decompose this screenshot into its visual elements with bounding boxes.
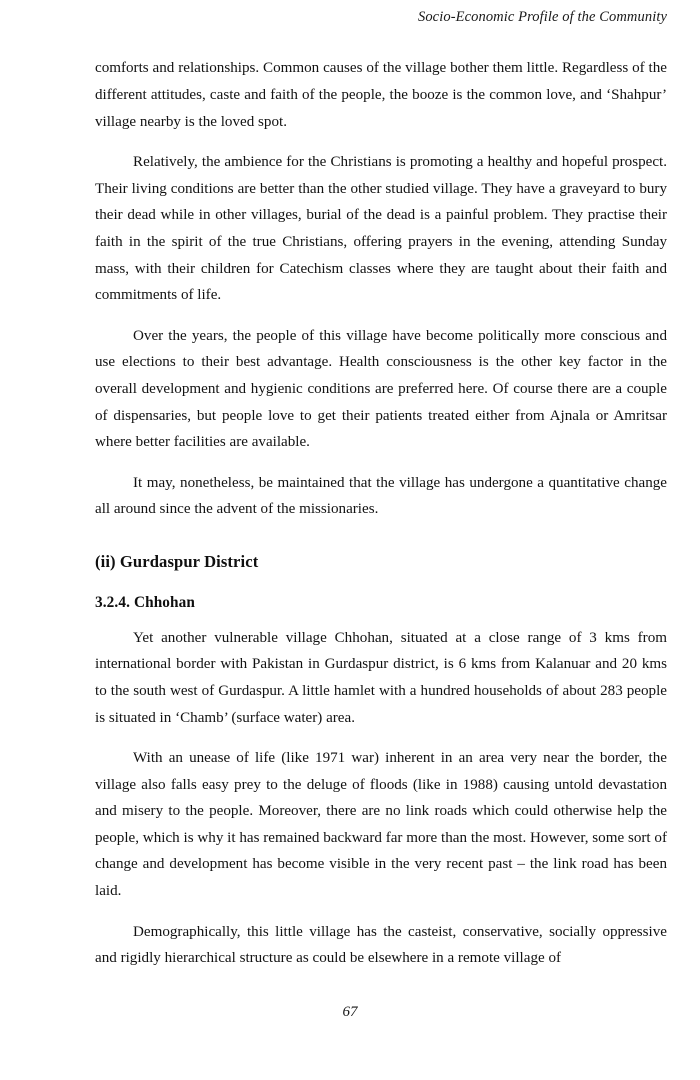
paragraph: Over the years, the people of this village have become politically more conscious and use elections to their best advantage. Health consciousness is the other key factor in the overall development and hygienic conditions are preferred here. Of course there are a couple of dispensaries, but people love to get their patients treated either from Ajnala or Amritsar where better facilities are available.	[95, 327, 667, 451]
paragraph: With an unease of life (like 1971 war) inherent in an area very near the border, the village also falls easy prey to the deluge of floods (like in 1988) causing untold devastation and misery to the people. Moreover, there are no link roads which could otherwise help the people, which is why it has remained backward far more than the most. However, some sort of change and development has become visible in the very recent past – the link road has been laid.	[95, 750, 667, 900]
paragraph: It may, nonetheless, be maintained that the village has undergone a quantitative change all around since the advent of the missionaries.	[95, 474, 667, 518]
body-text-block	[95, 55, 667, 971]
section-heading: (ii) Gurdaspur District	[95, 551, 259, 571]
paragraph-continued: comforts and relationships. Common causes of the village bother them little. Regardless of the different attitudes, caste and faith of the people, the booze is the common love, and ‘Shahpur’ village nearby is the loved spot.	[95, 60, 667, 130]
paragraph: Relatively, the ambience for the Christians is promoting a healthy and hopeful prospect. Their living conditions are better than the other studied village. They have a graveyard to bury their dead while in other villages, burial of the dead is a painful problem. They practise their faith in the spirit of the true Christians, offering prayers in the evening, attending Sunday mass, with their children for Catechism classes where they are taught about their faith and commitments of life.	[95, 154, 667, 304]
page-number: 67	[342, 1004, 358, 1020]
running-head: Socio-Economic Profile of the Community	[417, 9, 667, 25]
page-content	[95, 0, 667, 972]
paragraph: Yet another vulnerable village Chhohan, situated at a close range of 3 kms from international border with Pakistan in Gurdaspur district, is 6 kms from Kalanuar and 20 kms to the south west of Gurdaspur. A little hamlet with a hundred households of about 283 people is situated in ‘Chamb’ (surface water) area.	[95, 629, 667, 726]
sub-section-heading: 3.2.4. Chhohan	[95, 593, 196, 611]
paragraph: Demographically, this little village has the casteist, conservative, socially oppressive and rigidly hierarchical structure as could be elsewhere in a remote village of	[95, 923, 667, 967]
